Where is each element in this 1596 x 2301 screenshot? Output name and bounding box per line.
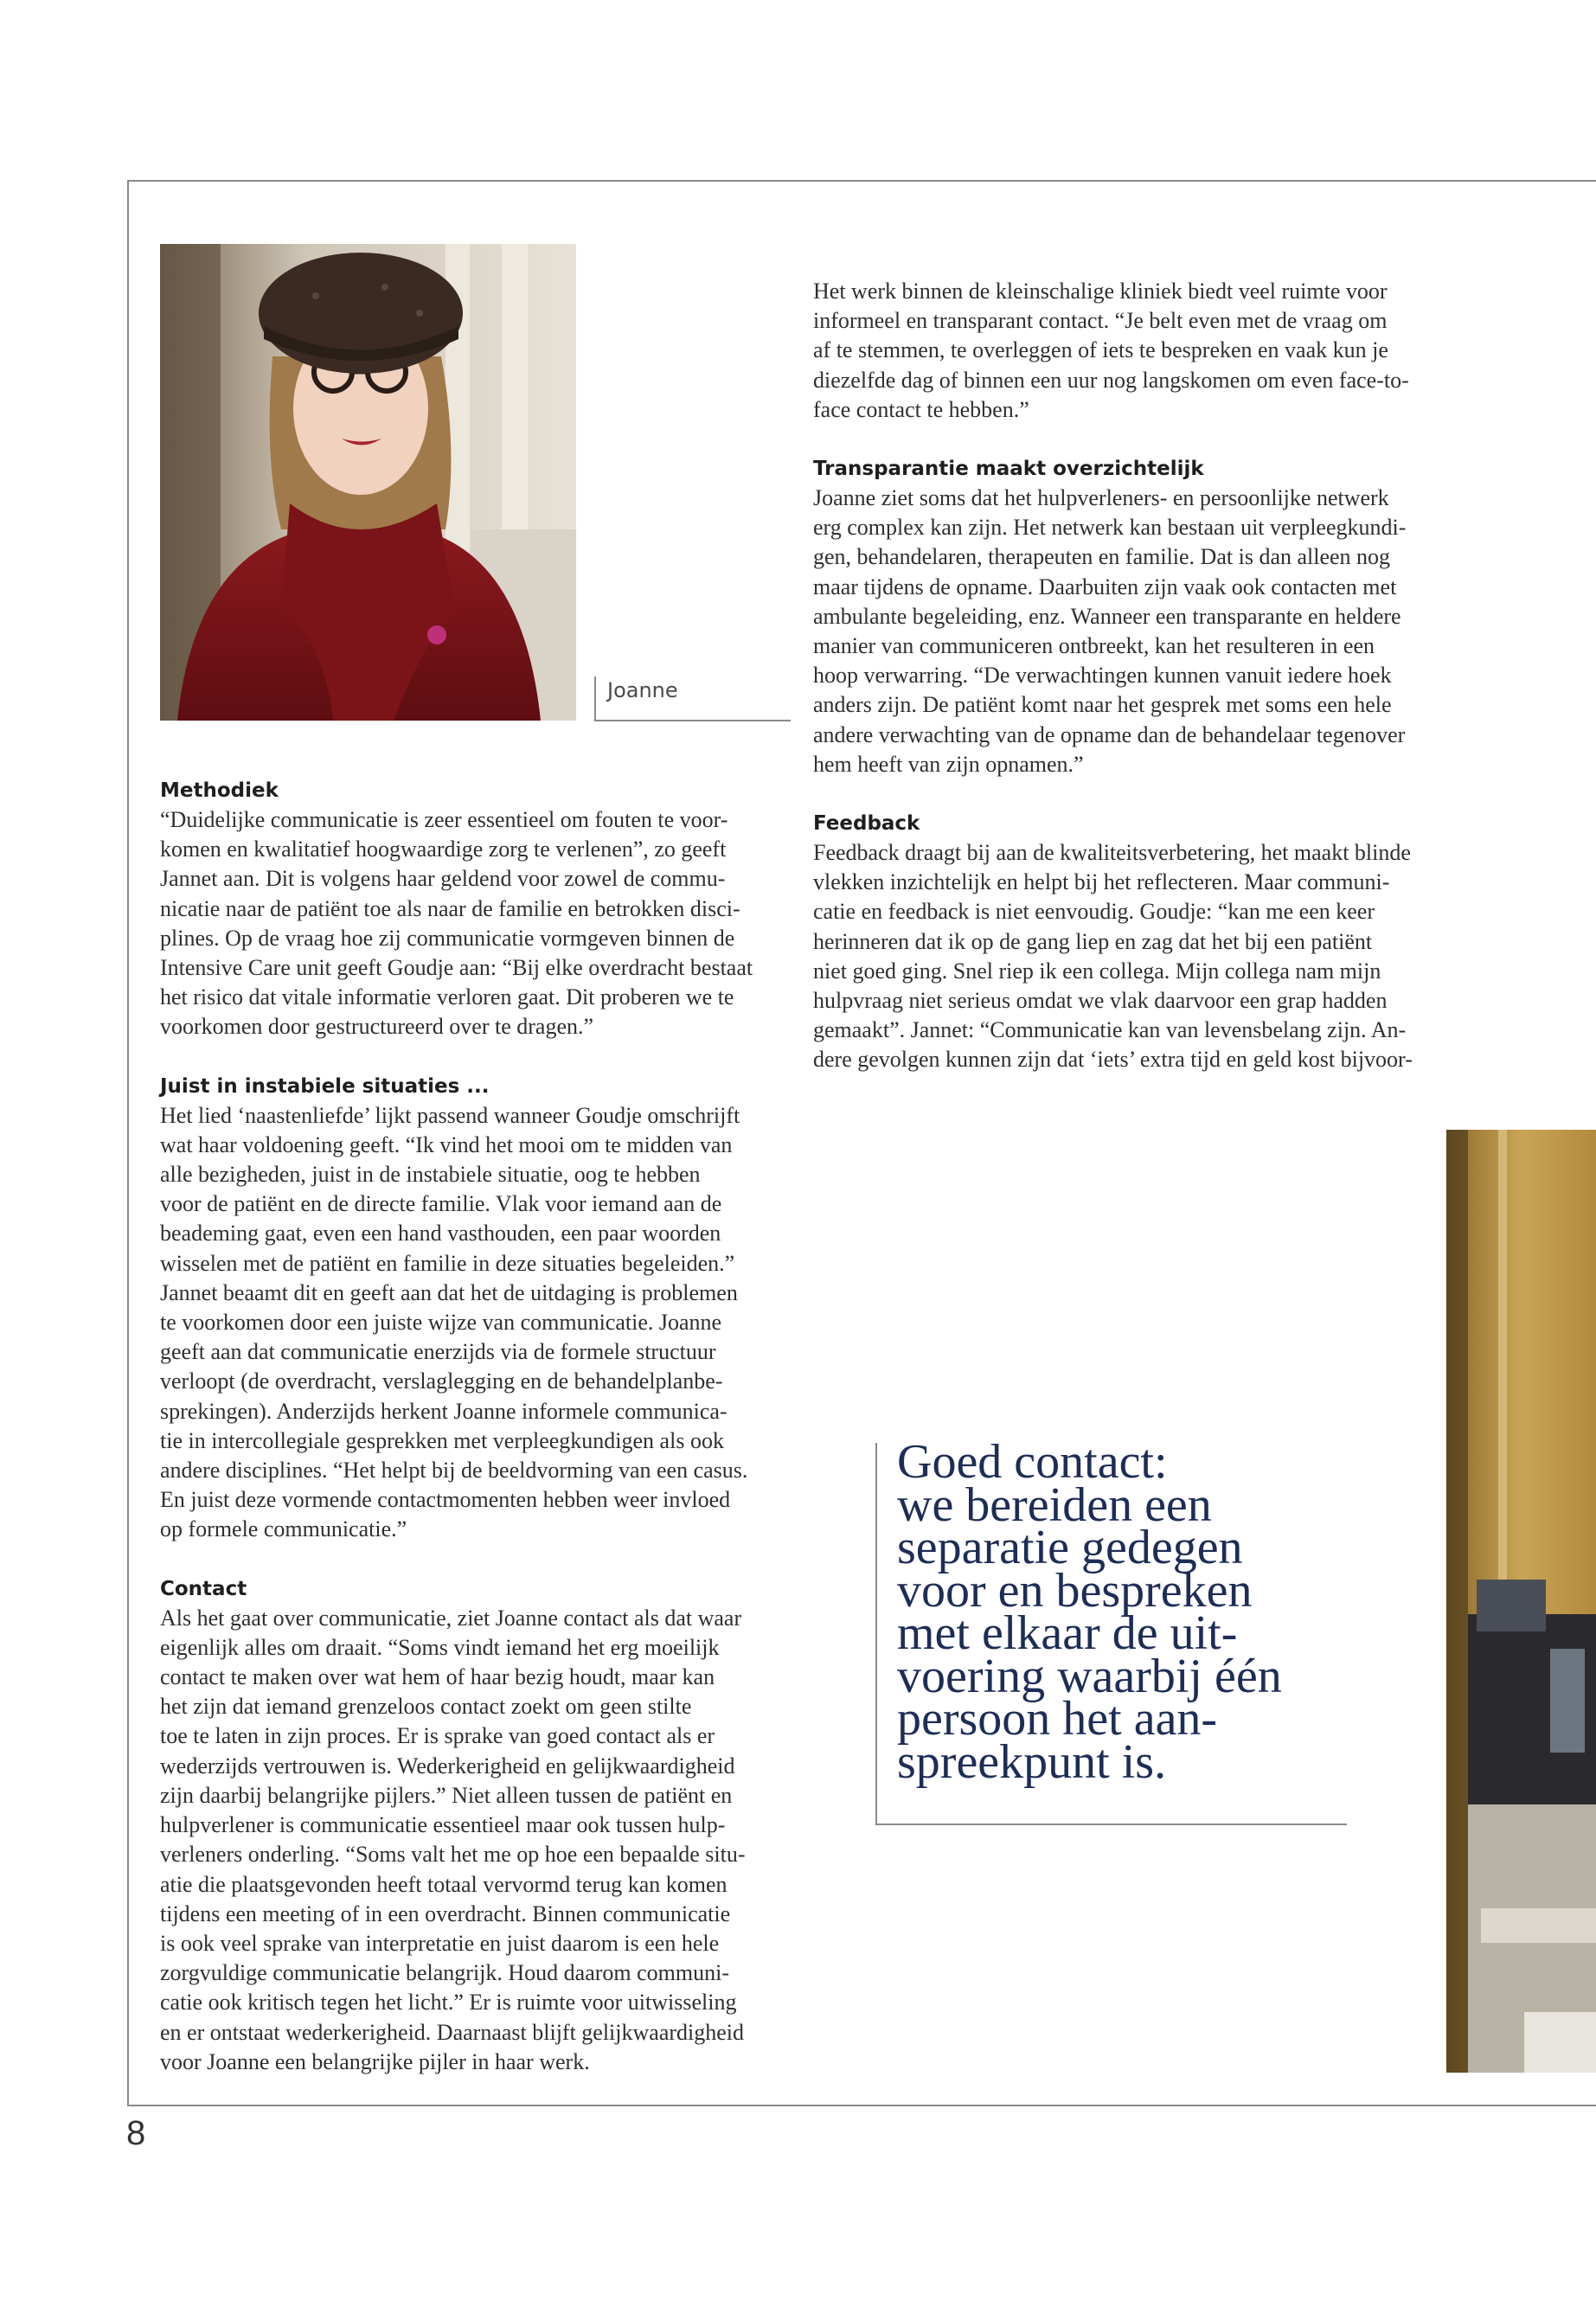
text-line: verloopt (de overdracht, verslaglegging en de behandelplanbe- [160, 1368, 723, 1394]
text-line: wisselen met de patiënt en familie in deze situaties begeleiden.” [160, 1250, 735, 1276]
text-line: vlekken inzichtelijk en helpt bij het reflecteren. Maar communi- [813, 869, 1390, 895]
page-number: 8 [126, 2114, 146, 2152]
text-line: Het lied ‘naastenliefde’ lijkt passend wanneer Goudje omschrijft [160, 1102, 740, 1128]
text-line: toe te laten in zijn proces. Er is sprake van goed contact als er [160, 1723, 715, 1749]
text-line: alle bezigheden, juist in de instabiele situatie, oog te hebben [160, 1162, 701, 1188]
section-heading: Juist in instabiele situaties ... [160, 1074, 490, 1098]
text-line: maar tijdens de opname. Daarbuiten zijn vaak ook contacten met [813, 574, 1397, 599]
text-line: Als het gaat over communicatie, ziet Joanne contact als dat waar [160, 1605, 742, 1631]
text-line: diezelfde dag of binnen een uur nog langskomen om even face-to- [813, 367, 1409, 393]
text-line: hoop verwarring. “De verwachtingen kunnen vanuit iedere hoek [813, 663, 1392, 689]
quote-line: voering waarbij één [897, 1649, 1282, 1703]
text-line: Intensive Care unit geeft Goudje aan: “Bij elke overdracht bestaat [160, 955, 753, 981]
text-line: herinneren dat ik op de gang liep en zag dat het bij een patiënt [813, 928, 1373, 954]
quote-line: we bereiden een [897, 1477, 1212, 1532]
quote-line: separatie gedegen [897, 1521, 1243, 1574]
photo-caption: Joanne [607, 678, 678, 702]
text-line: niet goed ging. Snel riep ik een collega. Mijn collega nam mijn [813, 958, 1381, 984]
text-line: Jannet beaamt dit en geeft aan dat het de uitdaging is problemen [160, 1279, 738, 1305]
text-line: zorgvuldige communicatie belangrijk. Houd daarom communi- [160, 1960, 730, 1986]
section-heading: Transparantie maakt overzichtelijk [813, 458, 1204, 481]
text-line: Jannet aan. Dit is volgens haar geldend voor zowel de commu- [160, 866, 726, 892]
quote-line: voor en bespreken [897, 1563, 1253, 1618]
text-line: manier van communiceren ontbreekt, kan het resulteren in een [813, 633, 1375, 659]
text-line: wat haar voldoening geeft. “Ik vind het mooi om te midden van [160, 1131, 733, 1157]
section-contact [160, 1574, 792, 2077]
text-line: is ook veel sprake van interpretatie en juist daarom is een hele [160, 1930, 720, 1956]
text-line: gemaakt”. Jannet: “Communicatie kan van levensbelang zijn. An- [813, 1017, 1407, 1043]
text-line: hulpvraag niet serieus omdat we vlak daarvoor een grap hadden [813, 988, 1388, 1014]
text-line: nicatie naar de patiënt toe als naar de familie en betrokken disci- [160, 895, 740, 921]
text-line: het risico dat vitale informatie verloren gaat. Dit proberen we te [160, 984, 734, 1010]
text-line: te voorkomen door een juiste wijze van communicatie. Joanne [160, 1310, 722, 1336]
quote-line: persoon het aan- [897, 1692, 1218, 1746]
text-line: op formele communicatie.” [160, 1516, 407, 1542]
text-line: en er ontstaat wederkerigheid. Daarnaast blijft gelijkwaardigheid [160, 2019, 745, 2045]
text-line: erg complex kan zijn. Het netwerk kan bestaan uit verpleegkundi- [813, 515, 1407, 541]
text-line: voor Joanne een belangrijke pijler in haar werk. [160, 2048, 590, 2074]
text-line: catie ook kritisch tegen het licht.” Er is ruimte voor uitwisseling [160, 1990, 737, 2016]
text-line: “Duidelijke communicatie is zeer essentieel om fouten te voor- [160, 807, 728, 832]
left-column [160, 776, 792, 2077]
right-column [813, 277, 1453, 1075]
text-line: af te stemmen, te overleggen of iets te bespreken en vaak kun je [813, 337, 1388, 363]
side-photo [1446, 1130, 1596, 2073]
quote-line: met elkaar de uit- [897, 1606, 1238, 1660]
text-line: Joanne ziet soms dat het hulpverleners- en persoonlijke netwerk [813, 485, 1389, 511]
section-heading: Methodiek [160, 779, 279, 802]
text-line: contact te maken over wat hem of haar bezig houdt, maar kan [160, 1664, 715, 1690]
text-line: tie in intercollegiale gesprekken met verpleegkundigen als ook [160, 1427, 724, 1453]
section-heading: Contact [160, 1577, 247, 1600]
text-line: wederzijds vertrouwen is. Wederkerigheid en gelijkwaardigheid [160, 1753, 735, 1779]
text-line: En juist deze vormende contactmomenten hebben weer invloed [160, 1487, 731, 1513]
text-line: gen, behandelaren, therapeuten en familie. Dat is dan alleen nog [813, 544, 1391, 570]
text-line: verleners onderling. “Soms valt het me op hoe een bepaalde situ- [160, 1842, 746, 1868]
text-line: voor de patiënt en de directe familie. Vlak voor iemand aan de [160, 1191, 722, 1217]
text-line: ambulante begeleiding, enz. Wanneer een transparante en heldere [813, 603, 1401, 629]
section-methodiek [160, 776, 792, 1042]
text-line: zijn daarbij belangrijke pijlers.” Niet alleen tussen de patiënt en [160, 1782, 733, 1808]
portrait-photo [160, 244, 576, 721]
text-line: het zijn dat iemand grenzeloos contact zoekt om geen stilte [160, 1694, 692, 1720]
text-line: sprekingen). Anderzijds herkent Joanne informele communica- [160, 1398, 727, 1424]
text-line: voorkomen door gestructureerd over te dragen.” [160, 1014, 594, 1040]
text-line: tijdens een meeting of in een overdracht. Binnen communicatie [160, 1900, 731, 1926]
text-line: face contact te hebben.” [813, 396, 1029, 422]
section-heading: Feedback [813, 812, 920, 836]
text-line: Het werk binnen de kleinschalige kliniek biedt veel ruimte voor [813, 279, 1388, 304]
text-line: atie die plaatsgevonden heeft totaal vervormd terug kan komen [160, 1871, 727, 1897]
text-line: eigenlijk alles om draait. “Soms vindt iemand het erg moeilijk [160, 1634, 720, 1660]
section-transparantie [813, 454, 1453, 779]
text-line: geeft aan dat communicatie enerzijds via de formele structuur [160, 1339, 716, 1365]
section-instabiele-situaties [160, 1072, 792, 1545]
text-line: hem heeft van zijn opnamen.” [813, 751, 1084, 777]
quote-line: spreekpunt is. [897, 1734, 1167, 1789]
text-line: catie en feedback is niet eenvoudig. Goudje: “kan me een keer [813, 899, 1375, 925]
text-line: informeel en transparant contact. “Je belt even met de vraag om [813, 308, 1388, 334]
section-feedback [813, 809, 1453, 1075]
pull-quote [897, 1435, 1364, 1789]
text-line: andere disciplines. “Het helpt bij de beeldvorming van een casus. [160, 1458, 748, 1484]
text-line: komen en kwalitatief hoogwaardige zorg te verlenen”, zo geeft [160, 836, 727, 862]
text-line: beademing gaat, even een hand vasthouden, een paar woorden [160, 1221, 721, 1247]
quote-line: Goed contact: [897, 1435, 1168, 1489]
text-line: hulpverlener is communicatie essentieel maar ook tussen hulp- [160, 1812, 726, 1838]
text-line: dere gevolgen kunnen zijn dat ‘iets’ extra tijd en geld kost bijvoor- [813, 1047, 1413, 1073]
text-line: Feedback draagt bij aan de kwaliteitsverbetering, het maakt blinde [813, 840, 1411, 866]
text-line: plines. Op de vraag hoe zij communicatie vormgeven binnen de [160, 925, 735, 951]
text-line: andere verwachting van de opname dan de behandelaar tegenover [813, 721, 1406, 747]
intro-paragraph [813, 277, 1453, 425]
text-line: anders zijn. De patiënt komt naar het gesprek met soms een hele [813, 692, 1392, 718]
